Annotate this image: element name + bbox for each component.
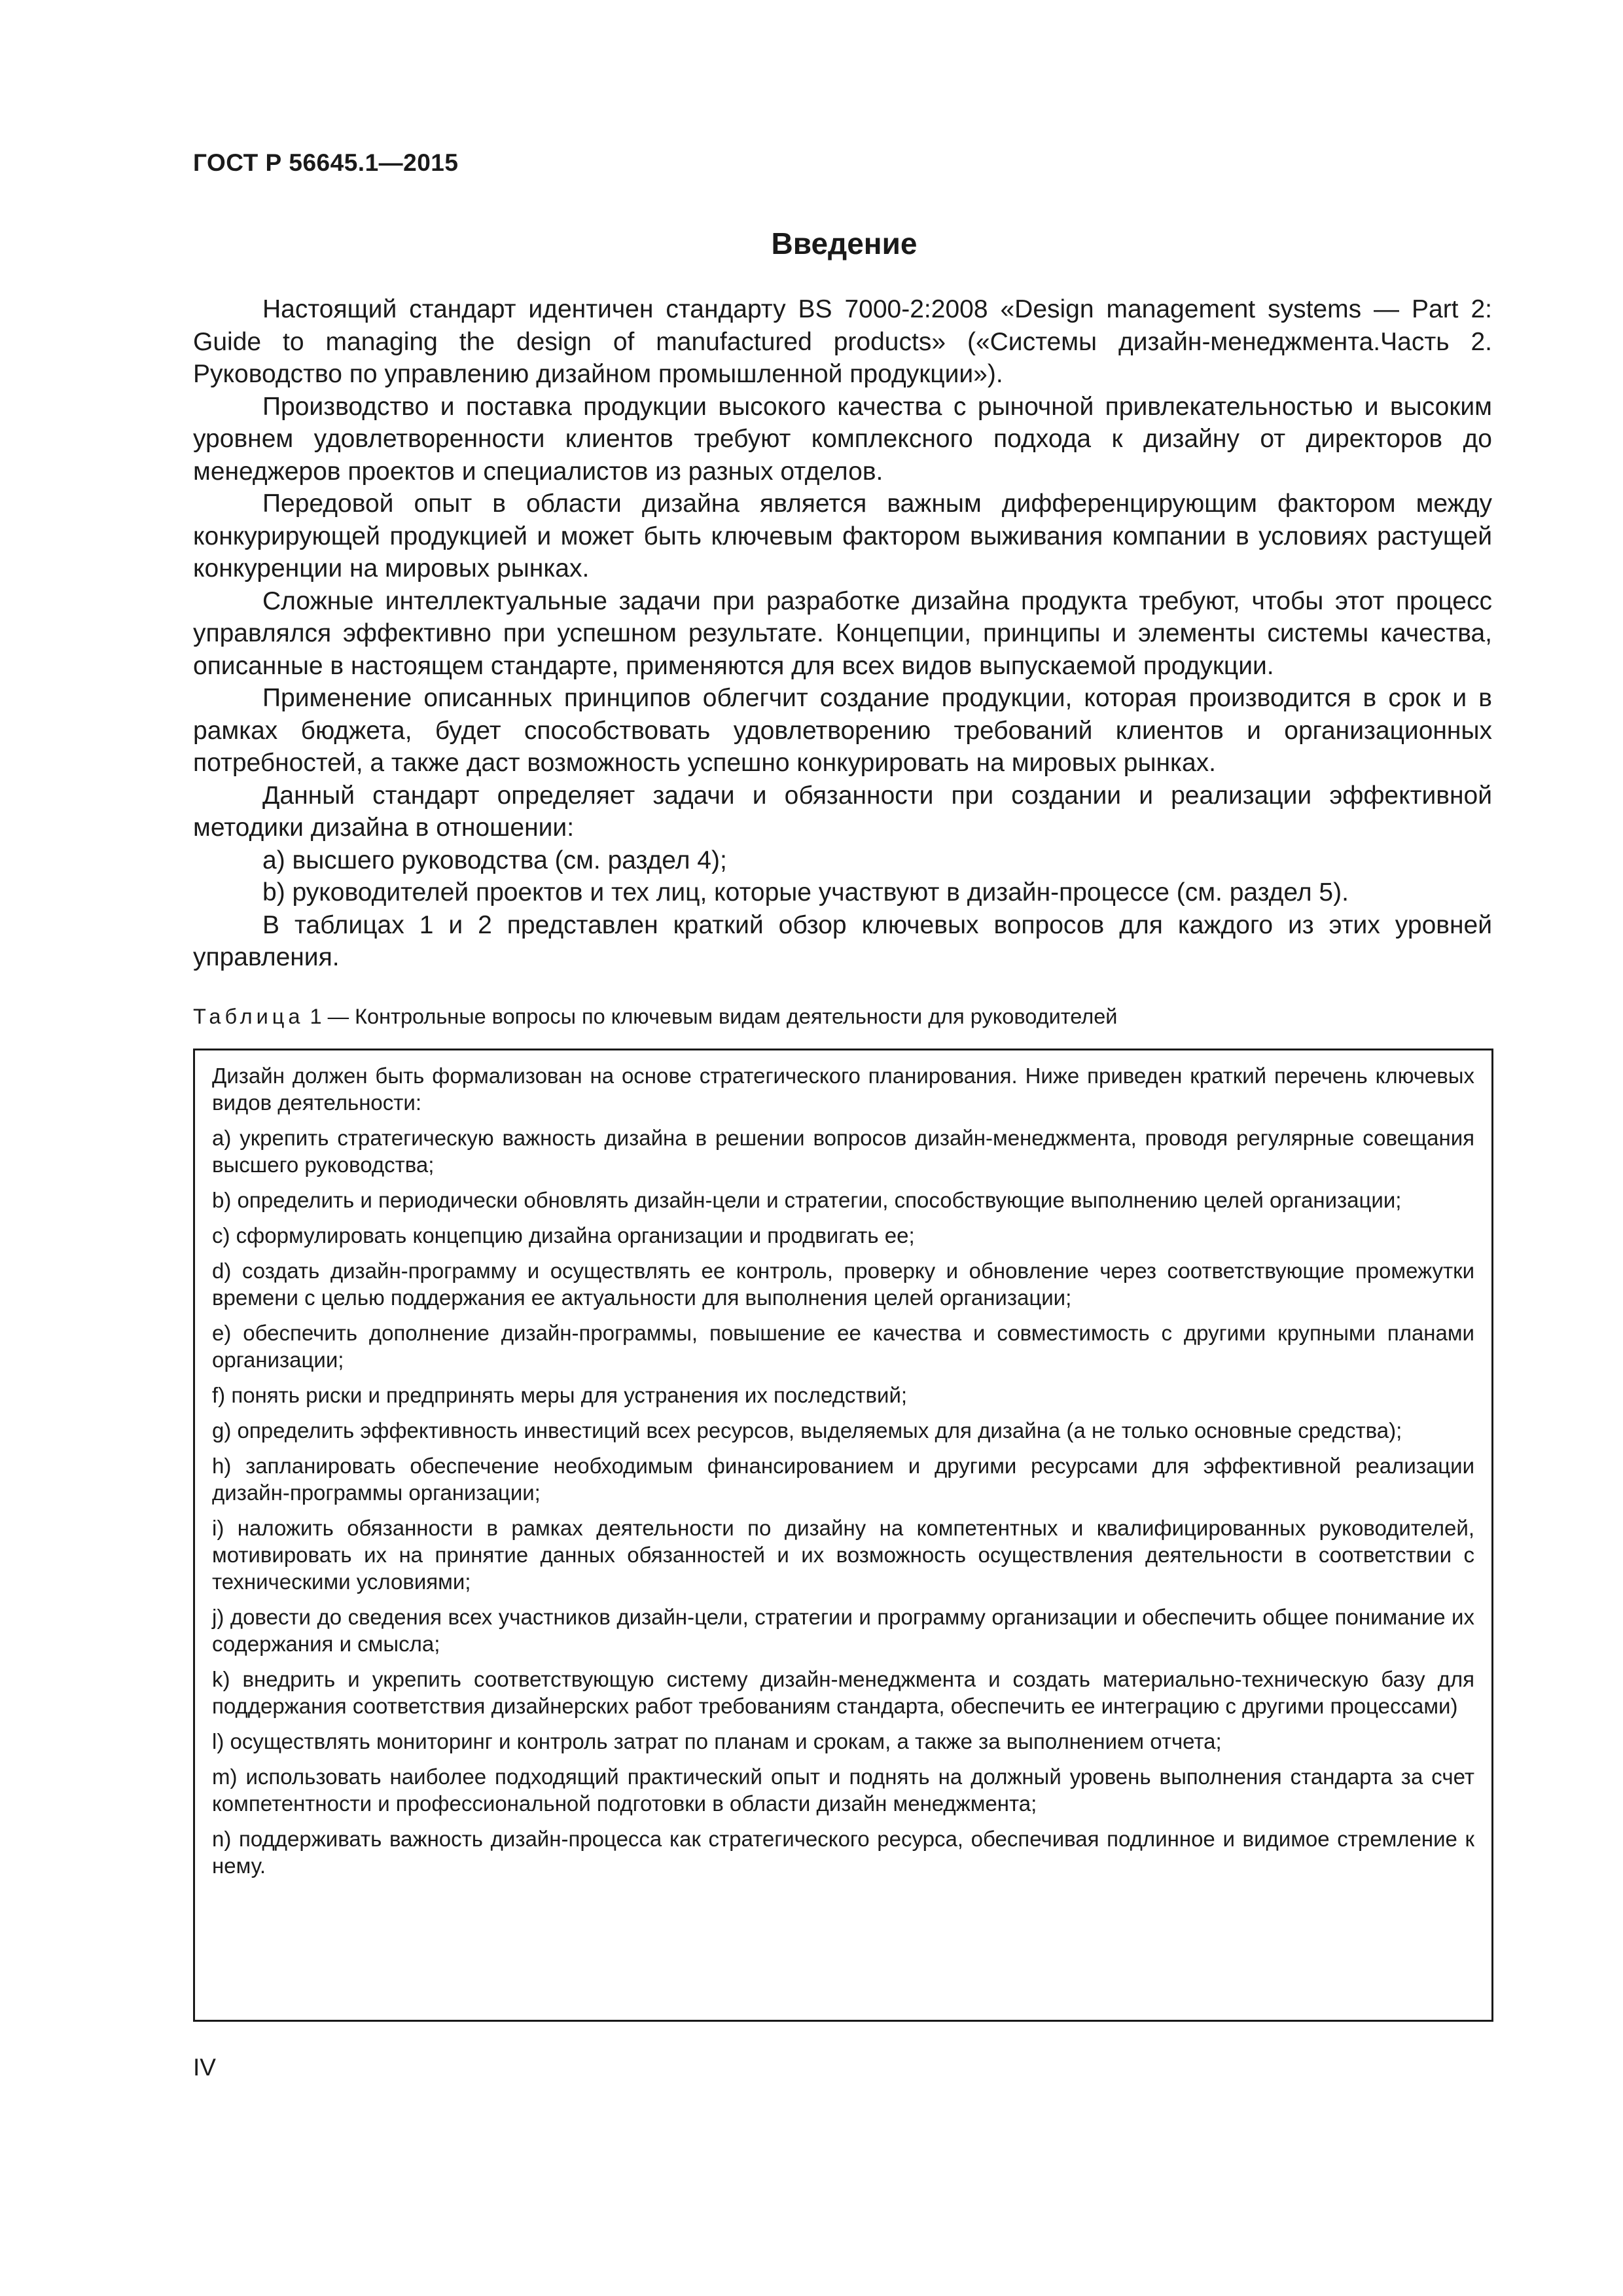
introduction-text (193, 293, 1492, 974)
table-caption (193, 1005, 1117, 1029)
table-item: j) довести до сведения всех участников дизайн-цели, стратегии и программу организации и обеспечить общее понимание их содержания и смысла; (212, 1605, 1474, 1656)
table-item: k) внедрить и укрепить соответствующую систему дизайн-менеджмента и создать материально-техническую базу для поддержания соответствия дизайнерских работ требованиям стандарта, обеспечить ее интеграцию с другими процессами) (212, 1667, 1474, 1718)
table-item: m) использовать наиболее подходящий практический опыт и поднять на должный уровень выполнения стандарта за счет компетентности и профессиональной подготовки в области дизайн менеджмента; (212, 1765, 1474, 1816)
document-id: ГОСТ Р 56645.1—2015 (193, 149, 459, 176)
intro-list-item: b) руководителей проектов и тех лиц, которые участвуют в дизайн-процессе (см. раздел 5). (262, 878, 1349, 906)
table-item: b) определить и периодически обновлять дизайн-цели и стратегии, способствующие выполнению целей организации; (212, 1188, 1402, 1212)
intro-paragraph: Сложные интеллектуальные задачи при разработке дизайна продукта требуют, чтобы этот процесс управлялся эффективно при успешном результате. Концепции, принципы и элементы системы качества, описанные в настоящем стандарте, применяются для всех видов выпускаемой продукции. (193, 586, 1492, 680)
table-item: a) укрепить стратегическую важность дизайна в решении вопросов дизайн-менеджмента, проводя регулярные совещания высшего руководства; (212, 1126, 1474, 1177)
table-caption-text: 1 — Контрольные вопросы по ключевым видам деятельности для руководителей (310, 1005, 1118, 1028)
table-item: e) обеспечить дополнение дизайн-программы, повышение ее качества и совместимость с другими крупными планами организации; (212, 1321, 1474, 1372)
intro-paragraph: Настоящий стандарт идентичен стандарту BS 7000-2:2008 «Design management systems — Part 2: Guide to managing the design of manufactured products» («Системы дизайн-менеджмента.Часть 2. Руководство по управлению дизайном промышленной продукции»). (193, 295, 1492, 388)
intro-paragraph: Данный стандарт определяет задачи и обязанности при создании и реализации эффективной методики дизайна в отношении: (193, 781, 1492, 842)
table-item: f) понять риски и предпринять меры для устранения их последствий; (212, 1383, 908, 1407)
table-item: n) поддерживать важность дизайн-процесса как стратегического ресурса, обеспечивая подлинное и видимое стремление к нему. (212, 1827, 1474, 1878)
intro-paragraph: Применение описанных принципов облегчит создание продукции, которая производится в срок и в рамках бюджета, будет способствовать удовлетворению требований клиентов и организационных потребностей, а также даст возможность успешно конкурировать на мировых рынках. (193, 684, 1492, 777)
table-item: i) наложить обязанности в рамках деятельности по дизайну на компетентных и квалифицированных руководителей, мотивировать их на принятие данных обязанностей и их возможность осуществления деятельности в соответствии с техническими условиями; (212, 1516, 1474, 1594)
intro-paragraph: Передовой опыт в области дизайна является важным дифференцирующим фактором между конкурирующей продукцией и может быть ключевым фактором выживания компании в условиях растущей конкуренции на мировых рынках. (193, 490, 1492, 583)
table-item: c) сформулировать концепцию дизайна организации и продвигать ее; (212, 1223, 915, 1247)
table-1 (193, 1049, 1493, 2022)
page-number: IV (193, 2054, 216, 2081)
section-title: Введение (771, 226, 918, 260)
intro-paragraph: В таблицах 1 и 2 представлен краткий обзор ключевых вопросов для каждого из этих уровней управления. (193, 910, 1492, 971)
table-caption-label: Таблица (193, 1005, 304, 1028)
intro-paragraph: Производство и поставка продукции высокого качества с рыночной привлекательностью и высоким уровнем удовлетворенности клиентов требуют комплексного подхода к дизайну от директоров до менеджеров проектов и специалистов из разных отделов. (193, 392, 1492, 486)
table-item: l) осуществлять мониторинг и контроль затрат по планам и срокам, а также за выполнением отчета; (212, 1729, 1222, 1753)
table-item: g) определить эффективность инвестиций всех ресурсов, выделяемых для дизайна (а не только основные средства); (212, 1418, 1402, 1443)
intro-list-item: a) высшего руководства (см. раздел 4); (262, 846, 727, 874)
table-item: h) запланировать обеспечение необходимым финансированием и другими ресурсами для эффективной реализации дизайн-программы организации; (212, 1454, 1474, 1505)
table-intro: Дизайн должен быть формализован на основе стратегического планирования. Ниже приведен краткий перечень ключевых видов деятельности: (212, 1064, 1474, 1115)
table-item: d) создать дизайн-программу и осуществлять ее контроль, проверку и обновление через соответствующие промежутки времени с целью поддержания ее актуальности для выполнения целей организации; (212, 1259, 1474, 1310)
